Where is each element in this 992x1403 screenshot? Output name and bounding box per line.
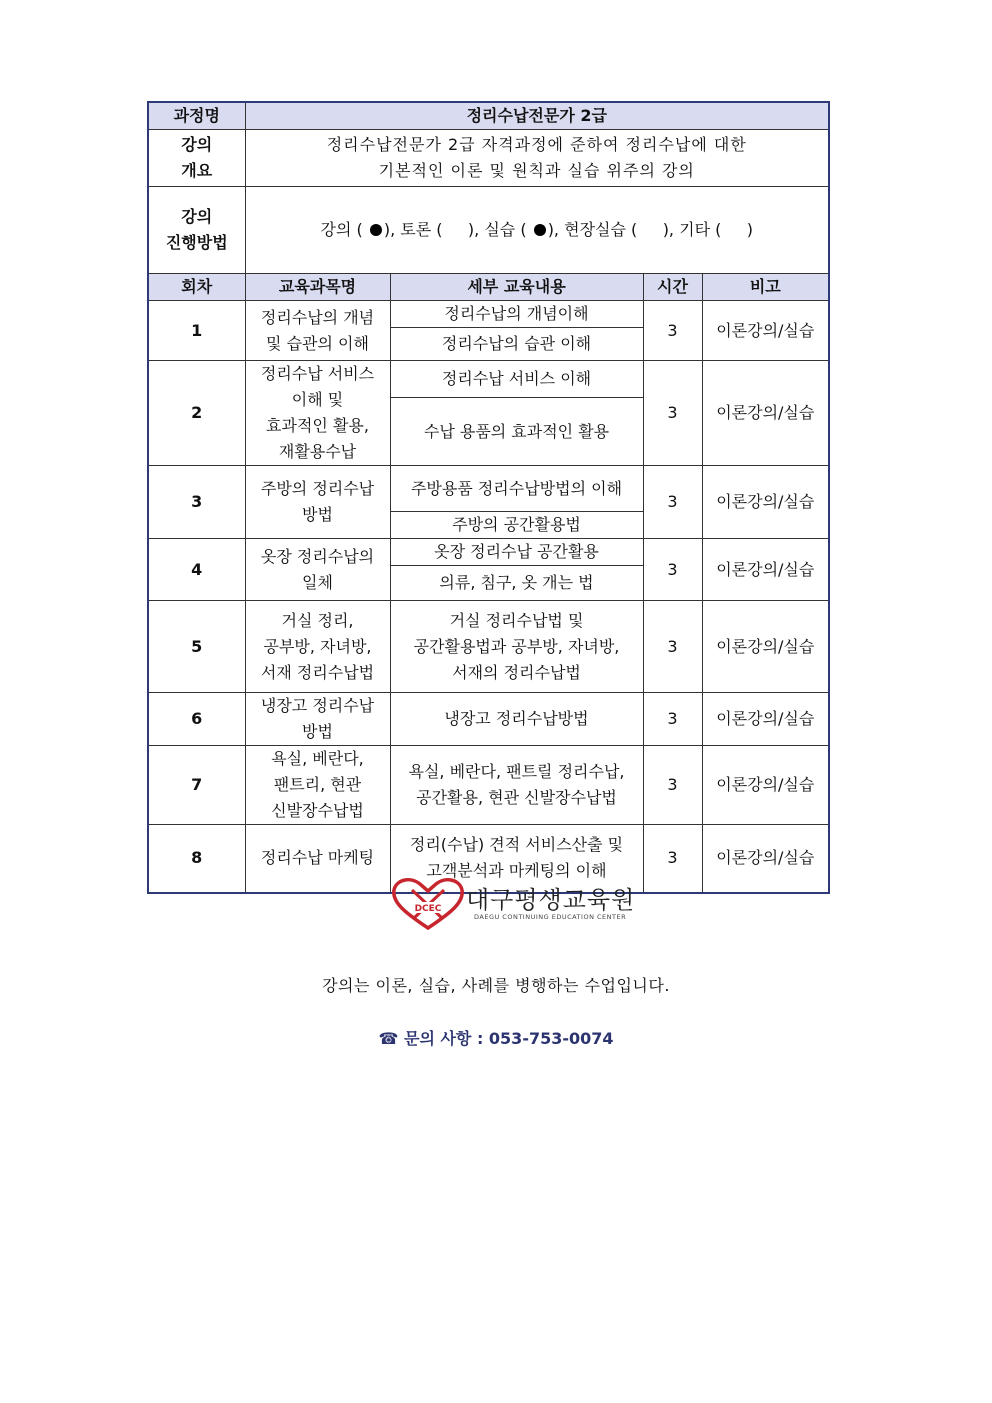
- subject-line: 욕실, 베란다,: [271, 749, 364, 768]
- subject-cell: [245, 746, 390, 825]
- hours-cell: 3: [643, 601, 702, 693]
- detail-line: 정리(수납) 견적 서비스산출 및: [409, 835, 624, 855]
- detail-cell: 정리수납의 습관 이해: [390, 328, 643, 361]
- session-number: 6: [148, 693, 245, 746]
- session-number: 8: [148, 825, 245, 893]
- logo-badge: DCEC: [414, 904, 442, 914]
- method-field: 현장실습 ( ),: [564, 220, 675, 239]
- note-cell: 이론강의/실습: [702, 693, 829, 746]
- table-row: [148, 601, 829, 693]
- note-cell: 이론강의/실습: [702, 539, 829, 601]
- detail-cell: 의류, 침구, 옷 개는 법: [390, 566, 643, 601]
- note-cell: 이론강의/실습: [702, 361, 829, 466]
- detail-cell: 옷장 정리수납 공간활용: [390, 539, 643, 566]
- note-cell: 이론강의/실습: [702, 825, 829, 893]
- hours-cell: 3: [643, 361, 702, 466]
- contact-line: [0, 1026, 992, 1049]
- logo-name: 대구평생교육원: [466, 886, 636, 914]
- session-number: 3: [148, 466, 245, 539]
- subject-cell: [245, 693, 390, 746]
- course-name-label: 과정명: [148, 102, 245, 130]
- subject-line: 거실 정리,: [281, 610, 354, 630]
- detail-line: 욕실, 베란다, 팬트릴 정리수납,: [408, 762, 625, 781]
- overview-label-line: 강의: [181, 135, 213, 154]
- overview-line: 정리수납전문가 2급 자격과정에 준하여 정리수납에 대한: [326, 135, 747, 154]
- detail-cell: 주방용품 정리수납방법의 이해: [390, 466, 643, 512]
- note-cell: 이론강의/실습: [702, 466, 829, 539]
- method-label-line: 진행방법: [165, 233, 228, 252]
- subject-line: 정리수납 마케팅: [260, 848, 375, 868]
- subject-line: 서재 정리수납법: [260, 662, 375, 682]
- subject-line: 일체: [302, 572, 333, 592]
- overview-label: [148, 130, 245, 187]
- logo-subtitle: DAEGU CONTINUING EDUCATION CENTER: [474, 913, 627, 921]
- phone-icon: ☎: [378, 1029, 399, 1048]
- table-row: [148, 361, 829, 398]
- subject-line: 및 습관의 이해: [266, 333, 369, 353]
- table-row: [148, 693, 829, 746]
- method-label: [148, 187, 245, 274]
- detail-cell: 주방의 공간활용법: [390, 512, 643, 539]
- subject-cell: [245, 466, 390, 539]
- subject-line: 팬트리, 현관: [273, 775, 362, 794]
- session-number: 1: [148, 301, 245, 361]
- detail-cell: 냉장고 정리수납방법: [390, 693, 643, 746]
- column-header: 회차: [148, 274, 245, 301]
- subject-line: 효과적인 활용,: [266, 416, 369, 435]
- hours-cell: 3: [643, 693, 702, 746]
- detail-cell: 정리수납 서비스 이해: [390, 361, 643, 398]
- detail-line: 고객분석과 마케팅의 이해: [426, 861, 607, 881]
- filled-circle-icon: [534, 224, 546, 236]
- table-row: [148, 301, 829, 328]
- subject-line: 이해 및: [291, 390, 344, 409]
- subject-line: 주방의 정리수납: [260, 479, 375, 498]
- column-header: 세부 교육내용: [390, 274, 643, 301]
- detail-line: 서재의 정리수납법: [452, 662, 581, 682]
- subject-line: 냉장고 정리수납: [260, 696, 375, 715]
- table-row: [148, 466, 829, 512]
- column-header: 시간: [643, 274, 702, 301]
- hours-cell: 3: [643, 825, 702, 893]
- subject-line: 옷장 정리수납의: [260, 546, 375, 566]
- method-lecture: 강의 (: [320, 220, 363, 239]
- hours-cell: 3: [643, 301, 702, 361]
- footer-note: 강의는 이론, 실습, 사례를 병행하는 수업입니다.: [322, 976, 670, 995]
- subject-line: 정리수납 서비스: [260, 364, 375, 383]
- detail-cell: [390, 746, 643, 825]
- subject-line: 정리수납의 개념: [260, 307, 375, 327]
- note-cell: 이론강의/실습: [702, 301, 829, 361]
- subject-line: 신발장수납법: [271, 801, 364, 820]
- detail-line: 공간활용법과 공부방, 자녀방,: [413, 636, 620, 656]
- overview-text: [245, 130, 829, 187]
- subject-line: 재활용수납: [278, 442, 357, 461]
- course-table: [147, 101, 830, 894]
- filled-circle-icon: [370, 224, 382, 236]
- method-lecture-end: ),: [383, 220, 396, 239]
- subject-cell: [245, 825, 390, 893]
- note-cell: 이론강의/실습: [702, 601, 829, 693]
- subject-line: 공부방, 자녀방,: [263, 636, 372, 656]
- contact-text: 문의 사항 : 053-753-0074: [403, 1029, 614, 1048]
- session-number: 2: [148, 361, 245, 466]
- subject-line: 방법: [302, 722, 333, 741]
- note-cell: 이론강의/실습: [702, 746, 829, 825]
- subject-cell: [245, 301, 390, 361]
- table-row: [148, 746, 829, 825]
- session-number: 5: [148, 601, 245, 693]
- method-practice: 실습 (: [484, 220, 527, 239]
- detail-line: 공간활용, 현관 신발장수납법: [416, 788, 617, 807]
- hours-cell: 3: [643, 466, 702, 539]
- subject-cell: [245, 361, 390, 466]
- overview-line: 기본적인 이론 및 원칙과 실습 위주의 강의: [378, 161, 695, 180]
- hours-cell: 3: [643, 746, 702, 825]
- course-name: 정리수납전문가 2급: [245, 102, 829, 130]
- column-header: 비고: [702, 274, 829, 301]
- detail-line: 거실 정리수납법 및: [449, 610, 584, 630]
- subject-line: 방법: [302, 505, 333, 524]
- method-discussion: 토론 ( ),: [400, 220, 480, 239]
- session-number: 7: [148, 746, 245, 825]
- method-text: [245, 187, 829, 274]
- hours-cell: 3: [643, 539, 702, 601]
- detail-cell: [390, 601, 643, 693]
- table-row: [148, 539, 829, 566]
- method-other: 기타 ( ): [679, 220, 754, 239]
- column-header: 교육과목명: [245, 274, 390, 301]
- method-label-line: 강의: [181, 207, 213, 226]
- overview-label-line: 개요: [181, 161, 213, 180]
- subject-cell: [245, 601, 390, 693]
- session-number: 4: [148, 539, 245, 601]
- subject-cell: [245, 539, 390, 601]
- method-practice-end: ),: [547, 220, 560, 239]
- detail-cell: 수납 용품의 효과적인 활용: [390, 398, 643, 466]
- detail-cell: 정리수납의 개념이해: [390, 301, 643, 328]
